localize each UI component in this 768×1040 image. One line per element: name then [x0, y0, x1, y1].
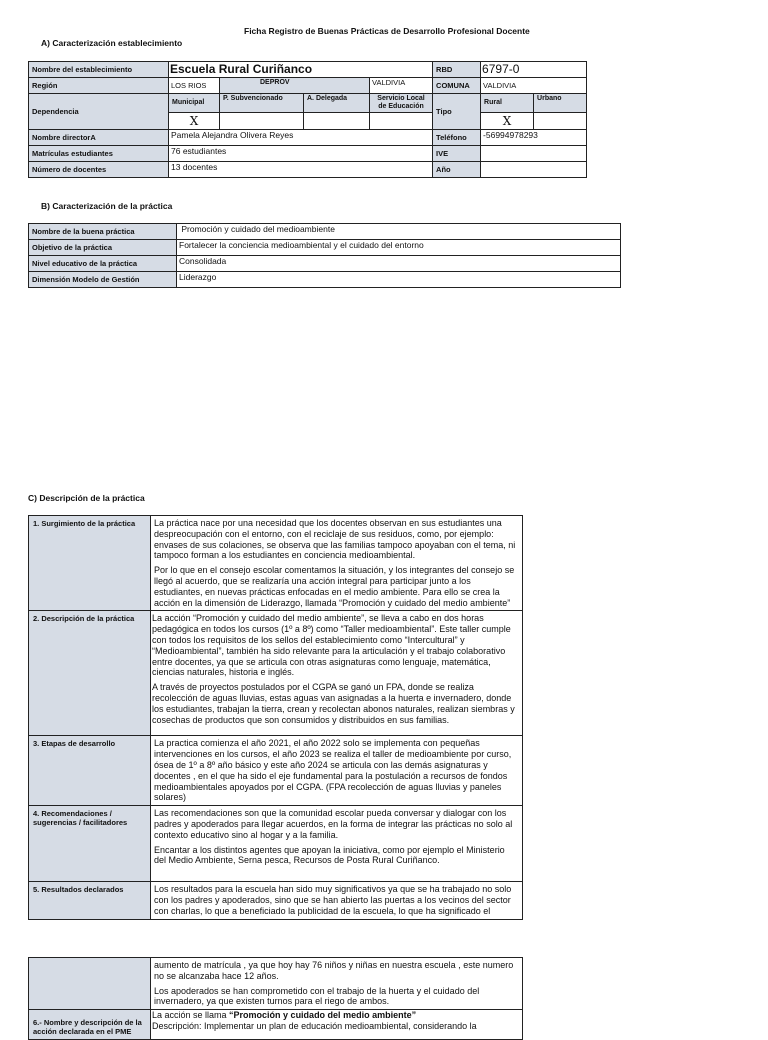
label-anio: Año — [433, 162, 481, 178]
docentes-value: 13 docentes — [169, 162, 433, 178]
label-pme-action: 6.- Nombre y descripción de la acción declarada en el PME — [29, 1010, 151, 1040]
recommendations-paragraph: Las recomendaciones son que la comunidad escolar pueda conversar y dialogar con los padres y apoderados para llegar acuerdos, en la forma de integrar las prácticas no solo al contexto educativo sino al hogar y a la familia. — [154, 808, 513, 840]
servicio-local-mark — [370, 113, 433, 130]
label-matriculas: Matrículas estudiantes — [29, 146, 169, 162]
establishment-table — [28, 61, 587, 178]
recommendations-text — [151, 806, 523, 882]
a-delegada-mark — [304, 113, 370, 130]
pme-action-prefix: La acción se llama — [152, 1010, 230, 1021]
matriculas-value: 76 estudiantes — [169, 146, 433, 162]
option-servicio-local: Servicio Local de Educación — [370, 94, 433, 113]
label-telefono: Teléfono — [433, 130, 481, 146]
section-a-title: A) Caracterización establecimiento — [41, 38, 183, 48]
practice-description-table — [28, 515, 523, 920]
label-results-continued — [29, 958, 151, 1010]
label-comuna: COMUNA — [433, 78, 481, 94]
comuna-value: VALDIVIA — [481, 78, 587, 94]
practice-description-continued — [28, 957, 523, 1040]
telefono-value: -56994978293 — [481, 130, 587, 146]
section-c-title: C) Descripción de la práctica — [28, 493, 145, 503]
pme-action-text — [151, 1010, 523, 1040]
pme-action-name: “Promoción y cuidado del medio ambiente” — [229, 1010, 417, 1021]
recommendations-paragraph: Encantar a los distintos agentes que apoyan la iniciativa, como por ejemplo el Ministerio del Medio Ambiente, Serna pesca, Recursos de Posta Rural Curiñanco. — [154, 844, 505, 866]
pme-action-description: Descripción: Implementar un plan de educación medioambiental, considerando la — [152, 1020, 477, 1031]
label-deprov: DEPROV — [220, 78, 370, 94]
emergence-paragraph: Por lo que en el consejo escolar comentamos la situación, y los integrantes del consejo se llegó al acuerdo, que se realizaría una acción integral para participar junto a los estudiantes, en nuevas prácticas enfocadas en el medio ambiente. Para ello se crea la acción en la dimensión de Liderazgo, llamada “Promoción y cuidado del medio ambiente” — [154, 565, 515, 608]
development-stages-paragraph: La practica comienza el año 2021, el año 2022 solo se implementa con pequeñas intervenciones en los cursos, el año 2023 se realiza el taller de medioambiente por curso, ósea de 1º a 8º año básico y este año 2024 se articula con las demás asignaturas y docentes , en el que ha sido el eje fundamental para la postulación a recursos de fondos medioambientales apoyados por el CGPA. (FPA recolección de aguas lluvias y paneles solares) — [154, 738, 512, 803]
results-text — [151, 882, 523, 919]
p-subvencionado-mark — [220, 113, 304, 130]
option-municipal: Municipal — [169, 94, 220, 113]
label-practice-level: Nivel educativo de la práctica — [29, 256, 177, 272]
results-paragraph: Los apoderados se han comprometido con el trabajo de la huerta y el cuidado del invernadero, ya que existen turnos para el riego de ambos. — [154, 985, 480, 1007]
option-urbano: Urbano — [534, 94, 587, 113]
option-a-delegada: A. Delegada — [304, 94, 370, 113]
practice-name-value: Promoción y cuidado del medioambiente — [177, 224, 621, 240]
deprov-value: VALDIVIA — [370, 78, 433, 94]
anio-value — [481, 162, 587, 178]
label-rbd: RBD — [433, 62, 481, 78]
urbano-mark — [534, 113, 587, 130]
development-stages-text — [151, 736, 523, 806]
results-paragraph: Los resultados para la escuela han sido muy significativos ya que se ha trabajado no solo con los padres y apoderados, sino que se han abierto las puertas a los vecinos del sector con charlas, lo que a beneficiado la publicidad de la escuela, lo que ha significado el — [154, 884, 512, 916]
establishment-name: Escuela Rural Curiñanco — [169, 62, 433, 78]
results-paragraph: aumento de matrícula , ya que hoy hay 76 niños y niñas en nuestra escuela , este numero no se alcanzaba hace 12 años. — [154, 960, 514, 981]
practice-table — [28, 223, 621, 288]
emergence-text — [151, 516, 523, 611]
ive-value — [481, 146, 587, 162]
label-docentes: Número de docentes — [29, 162, 169, 178]
section-b-title: B) Caracterización de la práctica — [41, 201, 173, 211]
label-tipo: Tipo — [433, 94, 481, 130]
label-recommendations: 4. Recomendaciones / sugerencias / facilitadores — [29, 806, 151, 882]
rbd-value: 6797-0 — [481, 62, 587, 78]
description-paragraph: La acción “Promoción y cuidado del medio ambiente”, se lleva a cabo en dos horas pedagógica en todos los cursos (1º a 8º) como “Taller medioambiental”. Este taller cumple con todos los requisitos de los sellos del establecimiento como “Intercultural” y “Medioambiental”, también ha sido relevante para la articulación y el trabajo colaborativo entre docentes, ya que se articula con otras asignaturas como lenguaje, matemática, ciencias naturales, historia e inglés. — [152, 613, 511, 678]
emergence-paragraph: La práctica nace por una necesidad que los docentes observan en sus estudiantes una despreocupación con el entorno, con el reciclaje de sus residuos, como, por ejemplo: envases de sus colaciones, se observa que las familias tampoco apoyaban con el tema, ni tampoco forman a los estudiantes en conciencia medioambiental. — [154, 518, 516, 561]
label-establishment-name: Nombre del establecimiento — [29, 62, 169, 78]
practice-objective-value: Fortalecer la conciencia medioambiental y el cuidado del entorno — [177, 240, 621, 256]
description-text — [151, 611, 523, 736]
label-region: Región — [29, 78, 169, 94]
label-emergence: 1. Surgimiento de la práctica — [29, 516, 151, 611]
label-description: 2. Descripción de la práctica — [29, 611, 151, 736]
region-value: LOS RIOS — [169, 78, 220, 94]
document-title: Ficha Registro de Buenas Prácticas de Desarrollo Profesional Docente — [244, 26, 530, 36]
label-management-dimension: Dimensión Modelo de Gestión — [29, 272, 177, 288]
label-dependencia: Dependencia — [29, 94, 169, 130]
label-practice-name: Nombre de la buena práctica — [29, 224, 177, 240]
label-directora: Nombre directorA — [29, 130, 169, 146]
label-development-stages: 3. Etapas de desarrollo — [29, 736, 151, 806]
label-ive: IVE — [433, 146, 481, 162]
rural-mark: X — [481, 113, 534, 130]
directora-value: Pamela Alejandra Olivera Reyes — [169, 130, 433, 146]
label-practice-objective: Objetivo de la práctica — [29, 240, 177, 256]
management-dimension-value: Liderazgo — [177, 272, 621, 288]
option-p-subvencionado: P. Subvencionado — [220, 94, 304, 113]
results-continued-text — [151, 958, 523, 1010]
option-rural: Rural — [481, 94, 534, 113]
label-results: 5. Resultados declarados — [29, 882, 151, 919]
pme-action-line — [152, 1010, 519, 1021]
municipal-mark: X — [169, 113, 220, 130]
description-paragraph: A través de proyectos postulados por el CGPA se ganó un FPA, donde se realiza recolección de aguas lluvias, estas aguas van asignadas a la huerta e invernadero, donde los estudiantes, trabajan la tierra, crean y recolectan abonos naturales, realizan siembras y cosechas de productos que son consumidos y distribuidos en sus familias. — [152, 682, 515, 725]
practice-level-value: Consolidada — [177, 256, 621, 272]
